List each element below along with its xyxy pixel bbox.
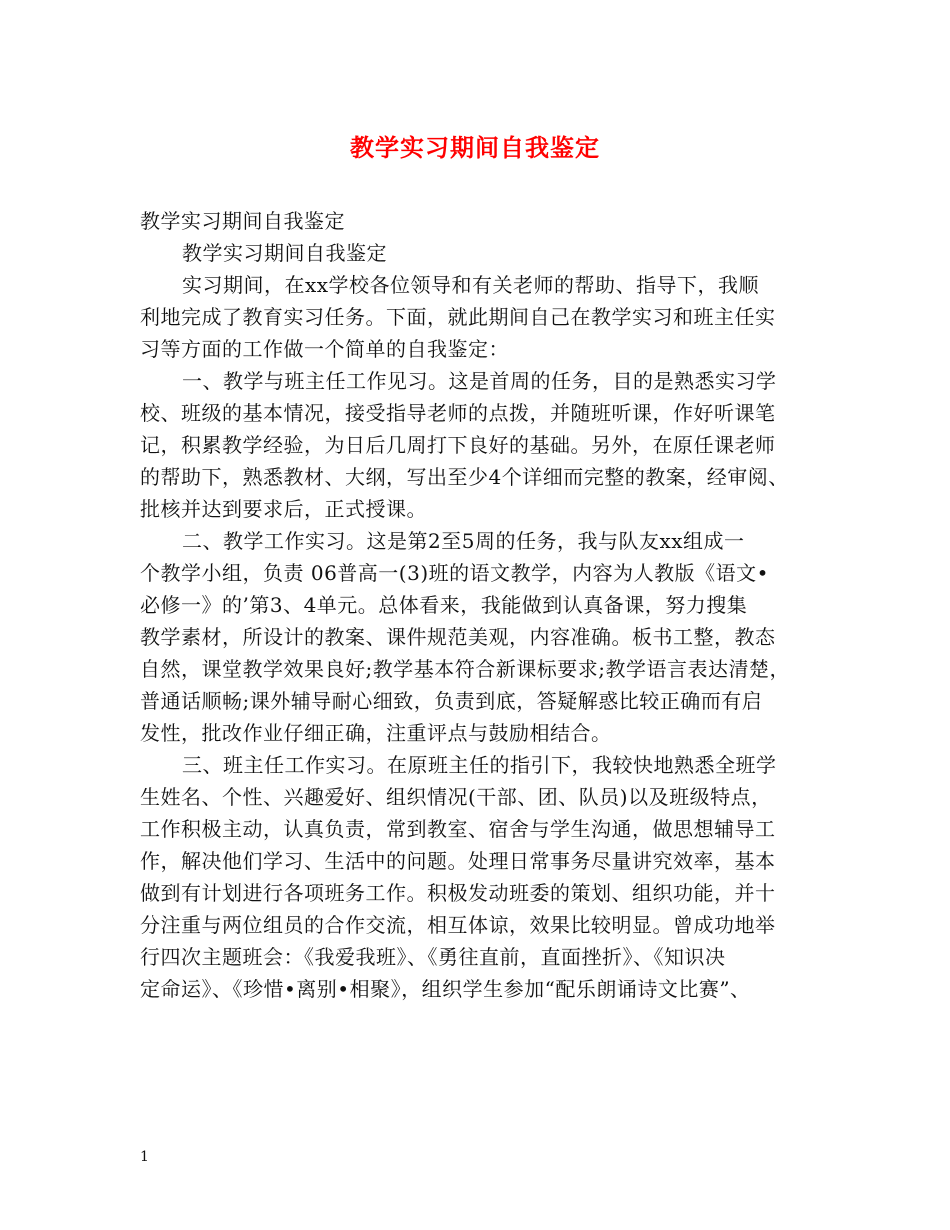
body-line: 必修一》的’第3、4单元。总体看来，我能做到认真备课，努力搜集 <box>140 593 748 617</box>
body-line: 普通话顺畅;课外辅导耐心细致，负责到底，答疑解惑比较正确而有启 <box>140 689 763 713</box>
page-number: 1 <box>140 1149 149 1165</box>
body-line: 的帮助下，熟悉教材、大纲，写出至少4个详细而完整的教案，经审阅、 <box>140 465 789 489</box>
body-line: 做到有计划进行各项班务工作。积极发动班委的策划、组织功能，并十 <box>140 881 776 905</box>
body-line: 三、班主任工作实习。在原班主任的指引下，我较快地熟悉全班学 <box>182 753 777 777</box>
body-line: 校、班级的基本情况，接受指导老师的点拨，并随班听课，作好听课笔 <box>140 401 776 425</box>
body-line: 教学实习期间自我鉴定 <box>182 241 387 265</box>
body-line: 实习期间，在xx学校各位领导和有关老师的帮助、指导下，我顺 <box>182 273 760 297</box>
body-line: 利地完成了教育实习任务。下面，就此期间自己在教学实习和班主任实 <box>140 305 776 329</box>
body-line: 一、教学与班主任工作见习。这是首周的任务，目的是熟悉实习学 <box>182 369 777 393</box>
body-line: 习等方面的工作做一个简单的自我鉴定： <box>140 337 509 361</box>
body-line: 定命运》、《珍惜•离别•相聚》，组织学生参加“配乐朗诵诗文比赛”、 <box>140 977 751 1001</box>
body-line: 自然，课堂教学效果良好;教学基本符合新课标要求;教学语言表达清楚， <box>140 657 790 681</box>
body-line: 工作积极主动，认真负责，常到教室、宿舍与学生沟通，做思想辅导工 <box>140 817 776 841</box>
body-line: 批核并达到要求后，正式授课。 <box>140 497 427 521</box>
body-line: 二、教学工作实习。这是第2至5周的任务，我与队友xx组成一 <box>182 529 745 553</box>
body-line: 教学实习期间自我鉴定 <box>140 209 345 233</box>
body-line: 分注重与两位组员的合作交流，相互体谅，效果比较明显。曾成功地举 <box>140 913 776 937</box>
document-body <box>140 205 815 1005</box>
body-line: 发性，批改作业仔细正确，注重评点与鼓励相结合。 <box>140 721 612 745</box>
document-title: 教学实习期间自我鉴定 <box>350 133 600 162</box>
body-line: 作，解决他们学习、生活中的问题。处理日常事务尽量讲究效率，基本 <box>140 849 776 873</box>
body-line: 行四次主题班会：《我爱我班》、《勇往直前，直面挫折》、《知识决 <box>140 945 726 969</box>
body-line: 个教学小组，负责 06普高一(3)班的语文教学，内容为人教版《语文• <box>140 561 769 585</box>
body-line: 教学素材，所设计的教案、课件规范美观，内容准确。板书工整，教态 <box>140 625 776 649</box>
body-line: 生姓名、个性、兴趣爱好、组织情况(干部、团、队员)以及班级特点， <box>140 785 772 809</box>
body-line: 记，积累教学经验，为日后几周打下良好的基础。另外，在原任课老师 <box>140 433 776 457</box>
